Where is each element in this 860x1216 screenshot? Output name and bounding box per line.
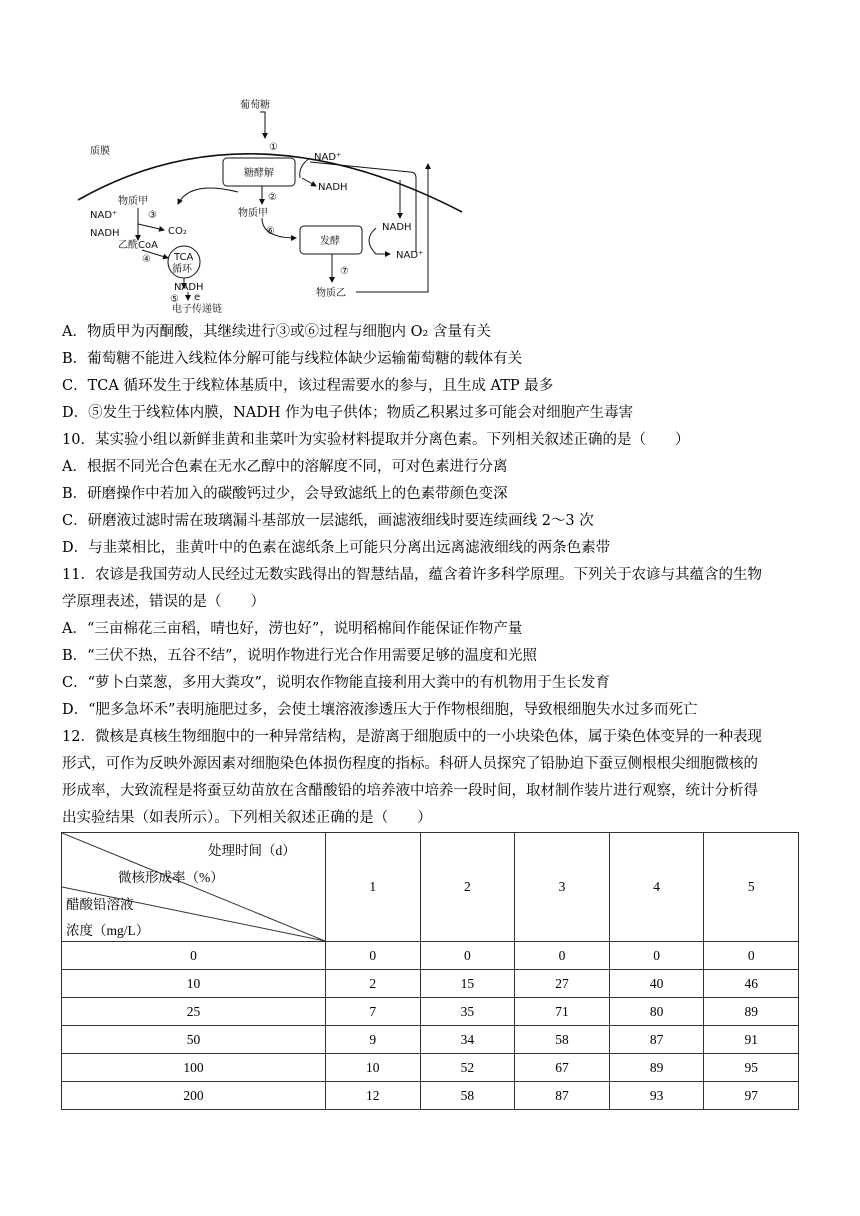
conc-cell: 100: [62, 1054, 326, 1082]
svg-text:⑦: ⑦: [340, 266, 349, 277]
svg-text:CO₂: CO₂: [168, 226, 187, 237]
svg-text:③: ③: [148, 210, 157, 221]
q9-option-b: B．葡萄糖不能进入线粒体分解可能与线粒体缺少运输葡萄糖的载体有关: [62, 351, 523, 367]
svg-text:TCA: TCA: [174, 252, 194, 263]
substance-a-mid: 物质甲: [238, 208, 268, 219]
table-corner-cell: [62, 833, 326, 942]
svg-text:NAD⁺: NAD⁺: [90, 210, 118, 221]
svg-text:循环: 循环: [172, 264, 192, 275]
corner-rate-label: 微核形成率（%）: [118, 870, 224, 885]
corner-conc-label2: 浓度（mg/L）: [66, 923, 150, 938]
svg-text:⑥: ⑥: [266, 226, 275, 237]
rate-cell: 15: [420, 970, 515, 998]
table-header-row: [62, 833, 799, 942]
rate-cell: 0: [420, 942, 515, 970]
rate-cell: 89: [609, 1054, 704, 1082]
q9-option-a: A．物质甲为丙酮酸，其继续进行③或⑥过程与细胞内 O₂ 含量有关: [62, 324, 491, 340]
svg-text:②: ②: [268, 192, 277, 203]
q11-option-c: C．“萝卜白菜葱，多用大粪攻”，说明农作物能直接利用大粪中的有机物用于生长发育: [62, 675, 610, 691]
rate-cell: 87: [609, 1026, 704, 1054]
q10-option-c: C．研磨液过滤时需在玻璃漏斗基部放一层滤纸，画滤液细线时要连续画线 2～3 次: [62, 513, 594, 529]
rate-cell: 97: [704, 1082, 799, 1110]
corner-conc-label1: 醋酸铅溶液: [66, 897, 134, 912]
rate-cell: 40: [609, 970, 704, 998]
table-row: [62, 1026, 799, 1054]
rate-cell: 52: [420, 1054, 515, 1082]
q11-option-a: A．“三亩棉花三亩稻，晴也好，涝也好”，说明稻棉间作能保证作物产量: [62, 621, 523, 637]
glycolysis-label: 糖酵解: [244, 168, 274, 179]
q9-option-c: C．TCA 循环发生于线粒体基质中，该过程需要水的参与，且生成 ATP 最多: [62, 378, 554, 394]
q11-option-b: B．“三伏不热，五谷不结”，说明作物进行光合作用需要足够的温度和光照: [62, 648, 537, 664]
micronucleus-table: [61, 832, 799, 1110]
table-row: [62, 1082, 799, 1110]
q9-option-d: D．⑤发生于线粒体内膜，NADH 作为电子供体；物质乙积累过多可能会对细胞产生毒害: [62, 405, 634, 421]
svg-text:NADH: NADH: [174, 282, 204, 293]
conc-cell: 10: [62, 970, 326, 998]
svg-text:④: ④: [142, 254, 151, 265]
substance-a-top: 物质甲: [118, 196, 148, 207]
fermentation-label: 发酵: [320, 236, 340, 247]
rate-cell: 58: [420, 1082, 515, 1110]
glucose-label: 葡萄糖: [240, 100, 270, 111]
rate-cell: 9: [326, 1026, 421, 1054]
rate-cell: 35: [420, 998, 515, 1026]
svg-text:NAD⁺: NAD⁺: [314, 152, 342, 163]
rate-cell: 80: [609, 998, 704, 1026]
cell-respiration-diagram: [70, 92, 470, 314]
rate-cell: 67: [515, 1054, 610, 1082]
acetyl-coa-label: 乙酰CoA: [118, 240, 158, 251]
rate-cell: 46: [704, 970, 799, 998]
conc-cell: 50: [62, 1026, 326, 1054]
q12-line4: 出实验结果（如表所示）。下列相关叙述正确的是（ ）: [62, 810, 432, 826]
svg-text:NAD⁺: NAD⁺: [396, 250, 424, 261]
rate-cell: 0: [704, 942, 799, 970]
rate-cell: 34: [420, 1026, 515, 1054]
q11-stem-line1: 11．农谚是我国劳动人民经过无数实践得出的智慧结晶，蕴含着许多科学原理。下列关于农谚与其蕴含的生物: [62, 567, 762, 583]
day-header: 4: [609, 833, 704, 942]
conc-cell: 0: [62, 942, 326, 970]
rate-cell: 71: [515, 998, 610, 1026]
rate-cell: 93: [609, 1082, 704, 1110]
q12-line2: 形式，可作为反映外源因素对细胞染色体损伤程度的指标。科研人员探究了铅胁迫下蚕豆侧根根尖细胞微核的: [62, 756, 758, 772]
conc-cell: 25: [62, 998, 326, 1026]
day-header: 2: [420, 833, 515, 942]
rate-cell: 10: [326, 1054, 421, 1082]
table-row: [62, 942, 799, 970]
q12-line1: 12．微核是真核生物细胞中的一种异常结构，是游离于细胞质中的一小块染色体，属于染色体变异的一种表现: [62, 729, 762, 745]
rate-cell: 89: [704, 998, 799, 1026]
svg-text:NADH: NADH: [382, 222, 412, 233]
q11-option-d: D．“肥多急坏禾”表明施肥过多，会使土壤溶液渗透压大于作物根细胞，导致根细胞失水过多而死亡: [62, 702, 698, 718]
svg-text:NADH: NADH: [318, 182, 348, 193]
rate-cell: 12: [326, 1082, 421, 1110]
q10-option-a: A．根据不同光合色素在无水乙醇中的溶解度不同，可对色素进行分离: [62, 459, 508, 475]
rate-cell: 58: [515, 1026, 610, 1054]
day-header: 3: [515, 833, 610, 942]
rate-cell: 7: [326, 998, 421, 1026]
q11-stem-line2: 学原理表述，错误的是（ ）: [62, 594, 265, 610]
membrane-label: 质膜: [90, 146, 110, 157]
svg-text:⑤: ⑤: [170, 294, 179, 305]
q10-option-d: D．与韭菜相比，韭黄叶中的色素在滤纸条上可能只分离出远离滤液细线的两条色素带: [62, 540, 611, 556]
svg-text:e: e: [194, 292, 201, 303]
conc-cell: 200: [62, 1082, 326, 1110]
table-row: [62, 970, 799, 998]
day-header: 1: [326, 833, 421, 942]
table-row: [62, 998, 799, 1026]
corner-time-label: 处理时间（d）: [208, 843, 296, 858]
q10-stem: 10．某实验小组以新鲜韭黄和韭菜叶为实验材料提取并分离色素。下列相关叙述正确的是（ ）: [62, 432, 690, 448]
rate-cell: 87: [515, 1082, 610, 1110]
q10-option-b: B．研磨操作中若加入的碳酸钙过少，会导致滤纸上的色素带颜色变深: [62, 486, 508, 502]
rate-cell: 91: [704, 1026, 799, 1054]
substance-b-label: 物质乙: [316, 288, 346, 299]
rate-cell: 27: [515, 970, 610, 998]
electron-chain-label: 电子传递链: [172, 304, 222, 314]
rate-cell: 95: [704, 1054, 799, 1082]
rate-cell: 0: [326, 942, 421, 970]
svg-text:NADH: NADH: [90, 228, 120, 239]
q12-line3: 形成率，大致流程是将蚕豆幼苗放在含醋酸铅的培养液中培养一段时间，取材制作装片进行观察，统计分析得: [62, 783, 758, 799]
rate-cell: 0: [609, 942, 704, 970]
table-row: [62, 1054, 799, 1082]
day-header: 5: [704, 833, 799, 942]
rate-cell: 2: [326, 970, 421, 998]
svg-text:①: ①: [269, 142, 278, 153]
rate-cell: 0: [515, 942, 610, 970]
